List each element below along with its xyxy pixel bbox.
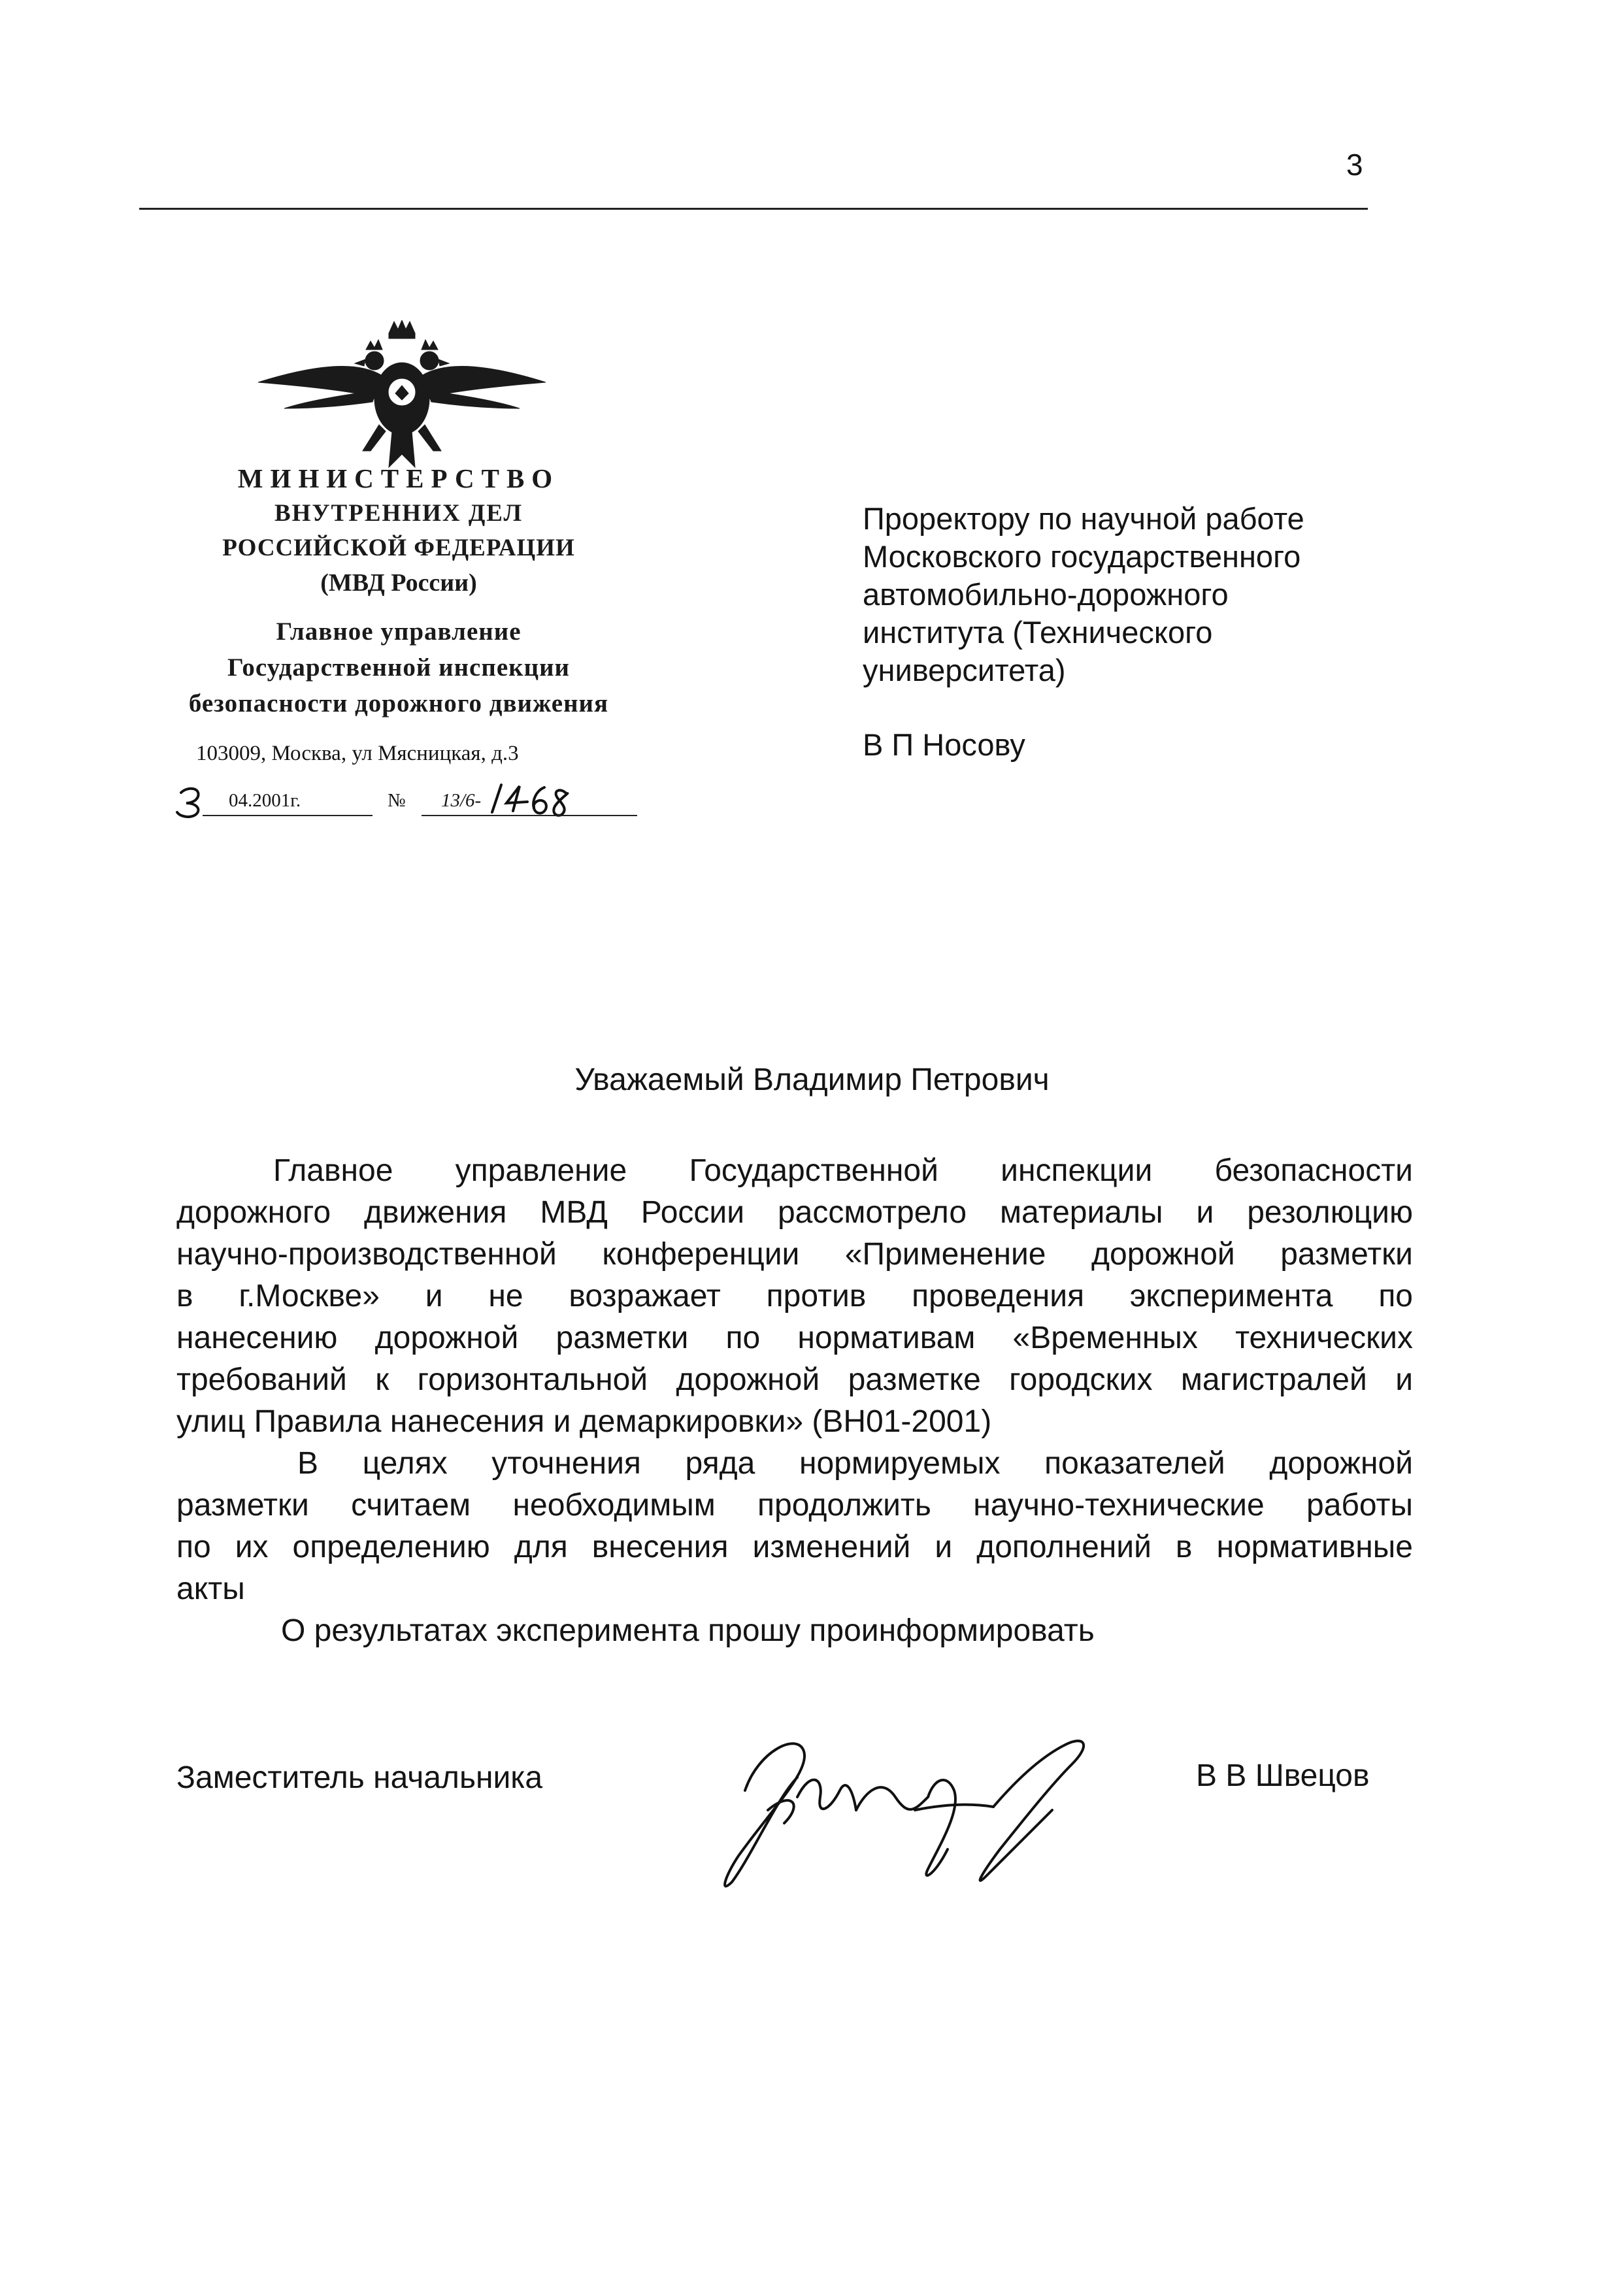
date-underline: [203, 815, 373, 816]
registration-number: 13/6-: [441, 790, 482, 811]
paragraph-line: по их определению для внесения изменений и дополнений в нормативные: [176, 1530, 1413, 1564]
paragraph: [176, 1150, 1413, 1443]
handwritten-signature: [699, 1712, 1104, 1902]
paragraph: [176, 1443, 1413, 1610]
addressee-line: автомобильно-дорожного: [863, 577, 1229, 612]
ministry-title: МИНИСТЕРСТВО: [237, 463, 560, 493]
paragraph: [176, 1610, 1413, 1652]
paragraph-line: научно-производственной конференции «Применение дорожной разметки: [176, 1237, 1413, 1272]
number-underline: [422, 815, 637, 816]
letter-body: [176, 1150, 1413, 1652]
registration-line: [167, 781, 637, 820]
registration-date: 04.2001г.: [229, 790, 301, 811]
page-number: 3: [1346, 148, 1363, 182]
letterhead-address: 103009, Москва, ул Мясницкая, д.3: [196, 742, 519, 765]
paragraph-line: О результатах эксперимента прошу проинформировать: [281, 1613, 1095, 1648]
paragraph-line: улиц Правила нанесения и демаркировки» (ВН01-2001): [176, 1404, 992, 1439]
addressee-name: В П Носову: [863, 727, 1025, 762]
addressee-line: университета): [863, 653, 1066, 687]
paragraph-line: требований к горизонтальной дорожной разметке городских магистралей и: [176, 1362, 1413, 1397]
ministry-title-line3: РОССИЙСКОЙ ФЕДЕРАЦИИ: [222, 535, 575, 561]
registration-number-label: №: [388, 790, 406, 811]
salutation: Уважаемый Владимир Петрович: [574, 1063, 1050, 1097]
paragraph-line: акты: [176, 1572, 245, 1606]
paragraph-line: дорожного движения МВД России рассмотрело материалы и резолюцию: [176, 1195, 1413, 1230]
department-line3: безопасности дорожного движения: [188, 689, 609, 718]
signatory-title: Заместитель начальника: [176, 1760, 543, 1795]
double-headed-eagle-emblem-icon: [258, 320, 546, 470]
department-line1: Главное управление: [276, 618, 522, 646]
paragraph-line: нанесению дорожной разметки по нормативам «Временных технических: [176, 1321, 1413, 1355]
addressee-line: института (Технического: [863, 615, 1213, 650]
signatory-name: В В Швецов: [1196, 1758, 1370, 1793]
ministry-title-line2: ВНУТРЕННИХ ДЕЛ: [274, 500, 523, 527]
paragraph-line: разметки считаем необходимым продолжить научно-технические работы: [176, 1488, 1413, 1523]
paragraph-line: В целях уточнения ряда нормируемых показателей дорожной: [297, 1446, 1413, 1481]
addressee-line: Московского государственного: [863, 539, 1301, 574]
paragraph-line: Главное управление Государственной инспекции безопасности: [273, 1153, 1413, 1188]
addressee-line: Проректору по научной работе: [863, 501, 1304, 536]
department-line2: Государственной инспекции: [227, 653, 571, 682]
paragraph-line: в г.Москве» и не возражает против проведения эксперимента по: [176, 1279, 1413, 1313]
letterhead-organization: [118, 465, 680, 716]
ministry-abbreviation: (МВД России): [320, 569, 477, 597]
addressee-block: [863, 500, 1304, 764]
header-rule: [139, 208, 1368, 210]
